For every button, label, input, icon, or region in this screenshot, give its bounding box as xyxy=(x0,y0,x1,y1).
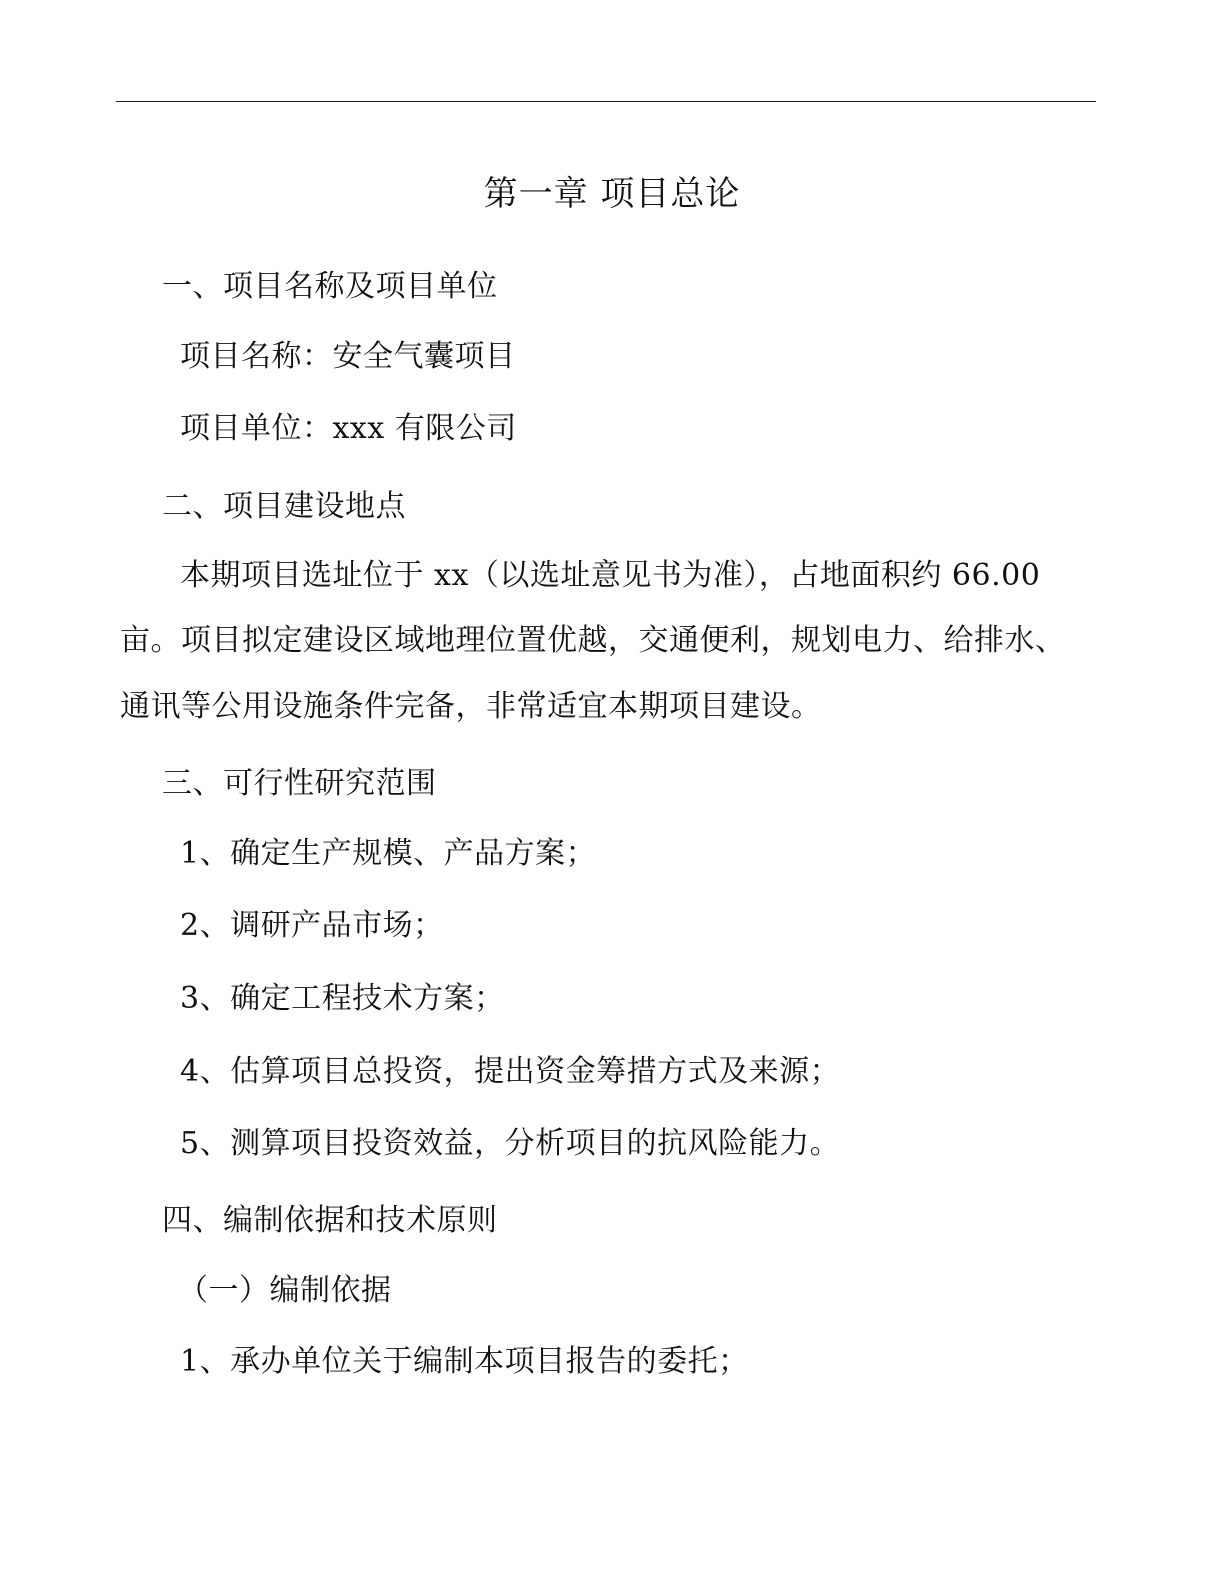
subsection-heading-basis: （一）编制依据 xyxy=(178,1273,392,1308)
location-paragraph-line-1: 本期项目选址位于 xx（以选址意见书为准），占地面积约 66.00 xyxy=(180,558,1041,593)
location-paragraph-line-2: 亩。项目拟定建设区域地理位置优越，交通便利，规划电力、给排水、 xyxy=(120,623,1066,658)
scope-item: 3、确定工程技术方案； xyxy=(180,981,505,1016)
scope-item: 4、估算项目总投资，提出资金筹措方式及来源； xyxy=(180,1054,841,1089)
scope-item: 2、调研产品市场； xyxy=(180,908,444,943)
section-heading-basis: 四、编制依据和技术原则 xyxy=(162,1203,498,1238)
location-paragraph-line-3: 通讯等公用设施条件完备，非常适宜本期项目建设。 xyxy=(120,689,822,724)
scope-item: 1、确定生产规模、产品方案； xyxy=(180,836,597,871)
basis-item: 1、承办单位关于编制本项目报告的委托； xyxy=(180,1344,749,1379)
project-unit-line: 项目单位：xxx 有限公司 xyxy=(180,411,517,446)
section-heading-scope: 三、可行性研究范围 xyxy=(162,766,437,801)
section-heading-location: 二、项目建设地点 xyxy=(162,489,406,524)
header-rule xyxy=(116,101,1096,102)
scope-item: 5、测算项目投资效益，分析项目的抗风险能力。 xyxy=(180,1126,841,1161)
chapter-title: 第一章 项目总论 xyxy=(483,174,741,214)
project-name-line: 项目名称：安全气囊项目 xyxy=(180,339,516,374)
section-heading-project-name-unit: 一、项目名称及项目单位 xyxy=(162,269,498,304)
